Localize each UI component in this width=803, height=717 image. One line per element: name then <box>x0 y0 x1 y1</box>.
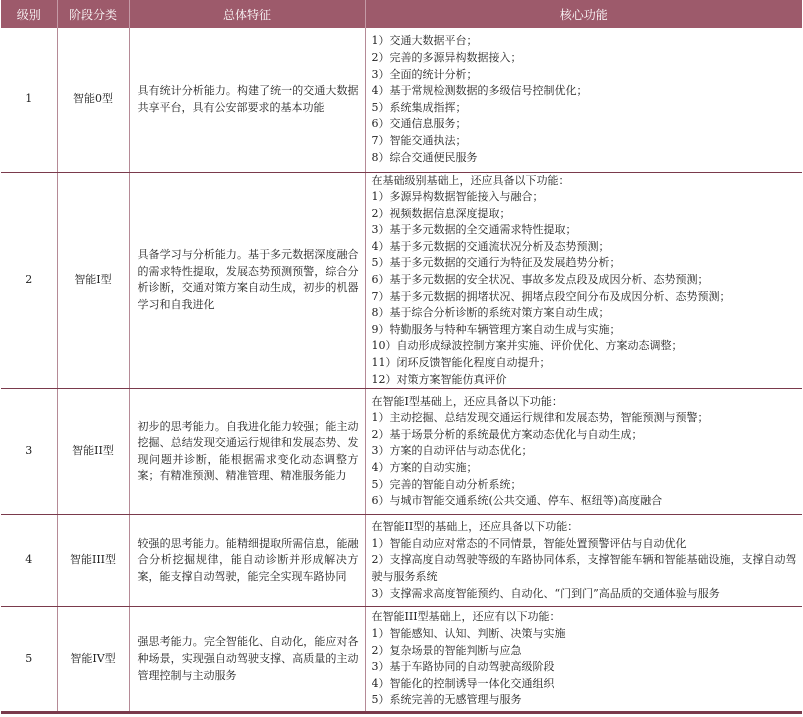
category-cell: 智能0型 <box>57 28 129 172</box>
features-cell: 初步的思考能力。自我进化能力较强；能主动挖掘、总结发现交通运行规律和发展态势、发现问题并诊断，能根据需求变化动态调整方案；有精准预测、精准管理、精准服务能力 <box>129 389 365 515</box>
level-cell: 4 <box>1 515 57 607</box>
level-cell: 2 <box>1 172 57 389</box>
table-row <box>1 515 802 607</box>
function-item: 4）方案的自动实施； <box>371 461 478 475</box>
function-item: 5）系统集成指挥； <box>371 100 467 114</box>
function-item: 5）完善的智能自动分析系统； <box>371 477 522 491</box>
function-item: 4）智能化的控制诱导一体化交通组织 <box>371 676 555 690</box>
function-item: 6）交通信息服务； <box>371 117 467 131</box>
functions-cell <box>365 389 802 515</box>
function-item: 3）基于车路协同的自动驾驶高级阶段 <box>371 660 555 674</box>
function-item: 2）完善的多源异构数据接入； <box>371 50 522 64</box>
features-cell: 较强的思考能力。能精细提取所需信息，能融合分析挖掘规律，能自动诊断并形成解决方案，能支撑自动驾驶，能完全实现车路协同 <box>129 515 365 607</box>
function-item: 11）闭环反馈智能化程度自动提升； <box>371 356 551 370</box>
level-cell: 5 <box>1 607 57 713</box>
table-header-row <box>1 0 802 28</box>
table-row <box>1 389 802 515</box>
function-item: 2）支撑高度自动驾驶等级的车路协同体系，支撑智能车辆和智能基础设施，支撑自动驾驶与服务系统 <box>371 553 797 584</box>
functions-intro: 在智能I型基础上，还应具备以下功能： <box>371 394 563 408</box>
function-item: 4）基于多元数据的交通流状况分析及态势预测； <box>371 239 610 253</box>
function-item: 2）复杂场景的智能判断与应急 <box>371 643 522 657</box>
function-item: 8）综合交通便民服务 <box>371 150 478 164</box>
function-item: 1）多源异构数据智能接入与融合； <box>371 190 544 204</box>
function-item: 2）视频数据信息深度提取； <box>371 206 511 220</box>
function-item: 7）基于多元数据的拥堵状况、拥堵点段空间分布及成因分析、态势预测； <box>371 289 731 303</box>
functions-intro: 在智能III型基础上，还应有以下功能： <box>371 610 561 624</box>
level-cell: 1 <box>1 28 57 172</box>
table-row <box>1 172 802 389</box>
function-item: 1）智能感知、认知、判断、决策与实施 <box>371 627 566 641</box>
function-item: 1）主动挖掘、总结发现交通运行规律和发展态势，智能预测与预警； <box>371 411 709 425</box>
feature-table <box>1 0 802 714</box>
functions-cell <box>365 28 802 172</box>
category-cell: 智能III型 <box>57 515 129 607</box>
features-cell: 具备学习与分析能力。基于多元数据深度融合的需求特性提取，发展态势预测预警，综合分析诊断，交通对策方案自动生成，初步的机器学习和自我进化 <box>129 172 365 389</box>
function-item: 4）基于常规检测数据的多级信号控制优化； <box>371 84 588 98</box>
table-row <box>1 607 802 713</box>
function-item: 8）基于综合分析诊断的系统对策方案自动生成； <box>371 306 610 320</box>
header-features: 总体特征 <box>129 0 365 28</box>
category-cell: 智能IV型 <box>57 607 129 713</box>
category-cell: 智能II型 <box>57 389 129 515</box>
function-item: 3）方案的自动评估与动态优化； <box>371 444 533 458</box>
category-cell: 智能I型 <box>57 172 129 389</box>
features-cell: 具有统计分析能力。构建了统一的交通大数据共享平台，具有公安部要求的基本功能 <box>129 28 365 172</box>
functions-intro: 在智能II型的基础上，还应具备以下功能： <box>371 520 579 534</box>
functions-cell <box>365 607 802 713</box>
function-item: 10）自动形成绿波控制方案并实施、评价优化、方案动态调整； <box>371 339 683 353</box>
function-item: 6）与城市智能交通系统(公共交通、停车、枢纽等)高度融合 <box>371 494 663 508</box>
function-item: 9）特勤服务与特种车辆管理方案自动生成与实施； <box>371 322 621 336</box>
function-item: 5）系统完善的无感管理与服务 <box>371 693 522 707</box>
table-row <box>1 28 802 172</box>
function-item: 3）基于多元数据的全交通需求特性提取； <box>371 223 577 237</box>
function-item: 2）基于场景分析的系统最优方案动态优化与自动生成； <box>371 427 643 441</box>
function-item: 1）交通大数据平台； <box>371 34 478 48</box>
function-item: 6）基于多元数据的安全状况、事故多发点段及成因分析、态势预测； <box>371 273 709 287</box>
functions-intro: 在基础级别基础上，还应具备以下功能： <box>371 173 570 187</box>
function-item: 12）对策方案智能仿真评价 <box>371 372 507 386</box>
function-item: 3）支撑需求高度智能预约、自动化、“门到门”高品质的交通体验与服务 <box>371 586 720 600</box>
level-cell: 3 <box>1 389 57 515</box>
function-item: 7）智能交通执法； <box>371 133 467 147</box>
header-category: 阶段分类 <box>57 0 129 28</box>
function-item: 1）智能自动应对常态的不同情景，智能处置预警评估与自动优化 <box>371 536 687 550</box>
features-cell: 强思考能力。完全智能化、自动化，能应对各种场景，实现强自动驾驶支撑、高质量的主动管理控制与主动服务 <box>129 607 365 713</box>
header-level: 级别 <box>1 0 57 28</box>
function-item: 5）基于多元数据的交通行为特征及发展趋势分析； <box>371 256 621 270</box>
functions-cell <box>365 515 802 607</box>
function-item: 3）全面的统计分析； <box>371 67 478 81</box>
header-functions: 核心功能 <box>365 0 802 28</box>
functions-cell <box>365 172 802 389</box>
